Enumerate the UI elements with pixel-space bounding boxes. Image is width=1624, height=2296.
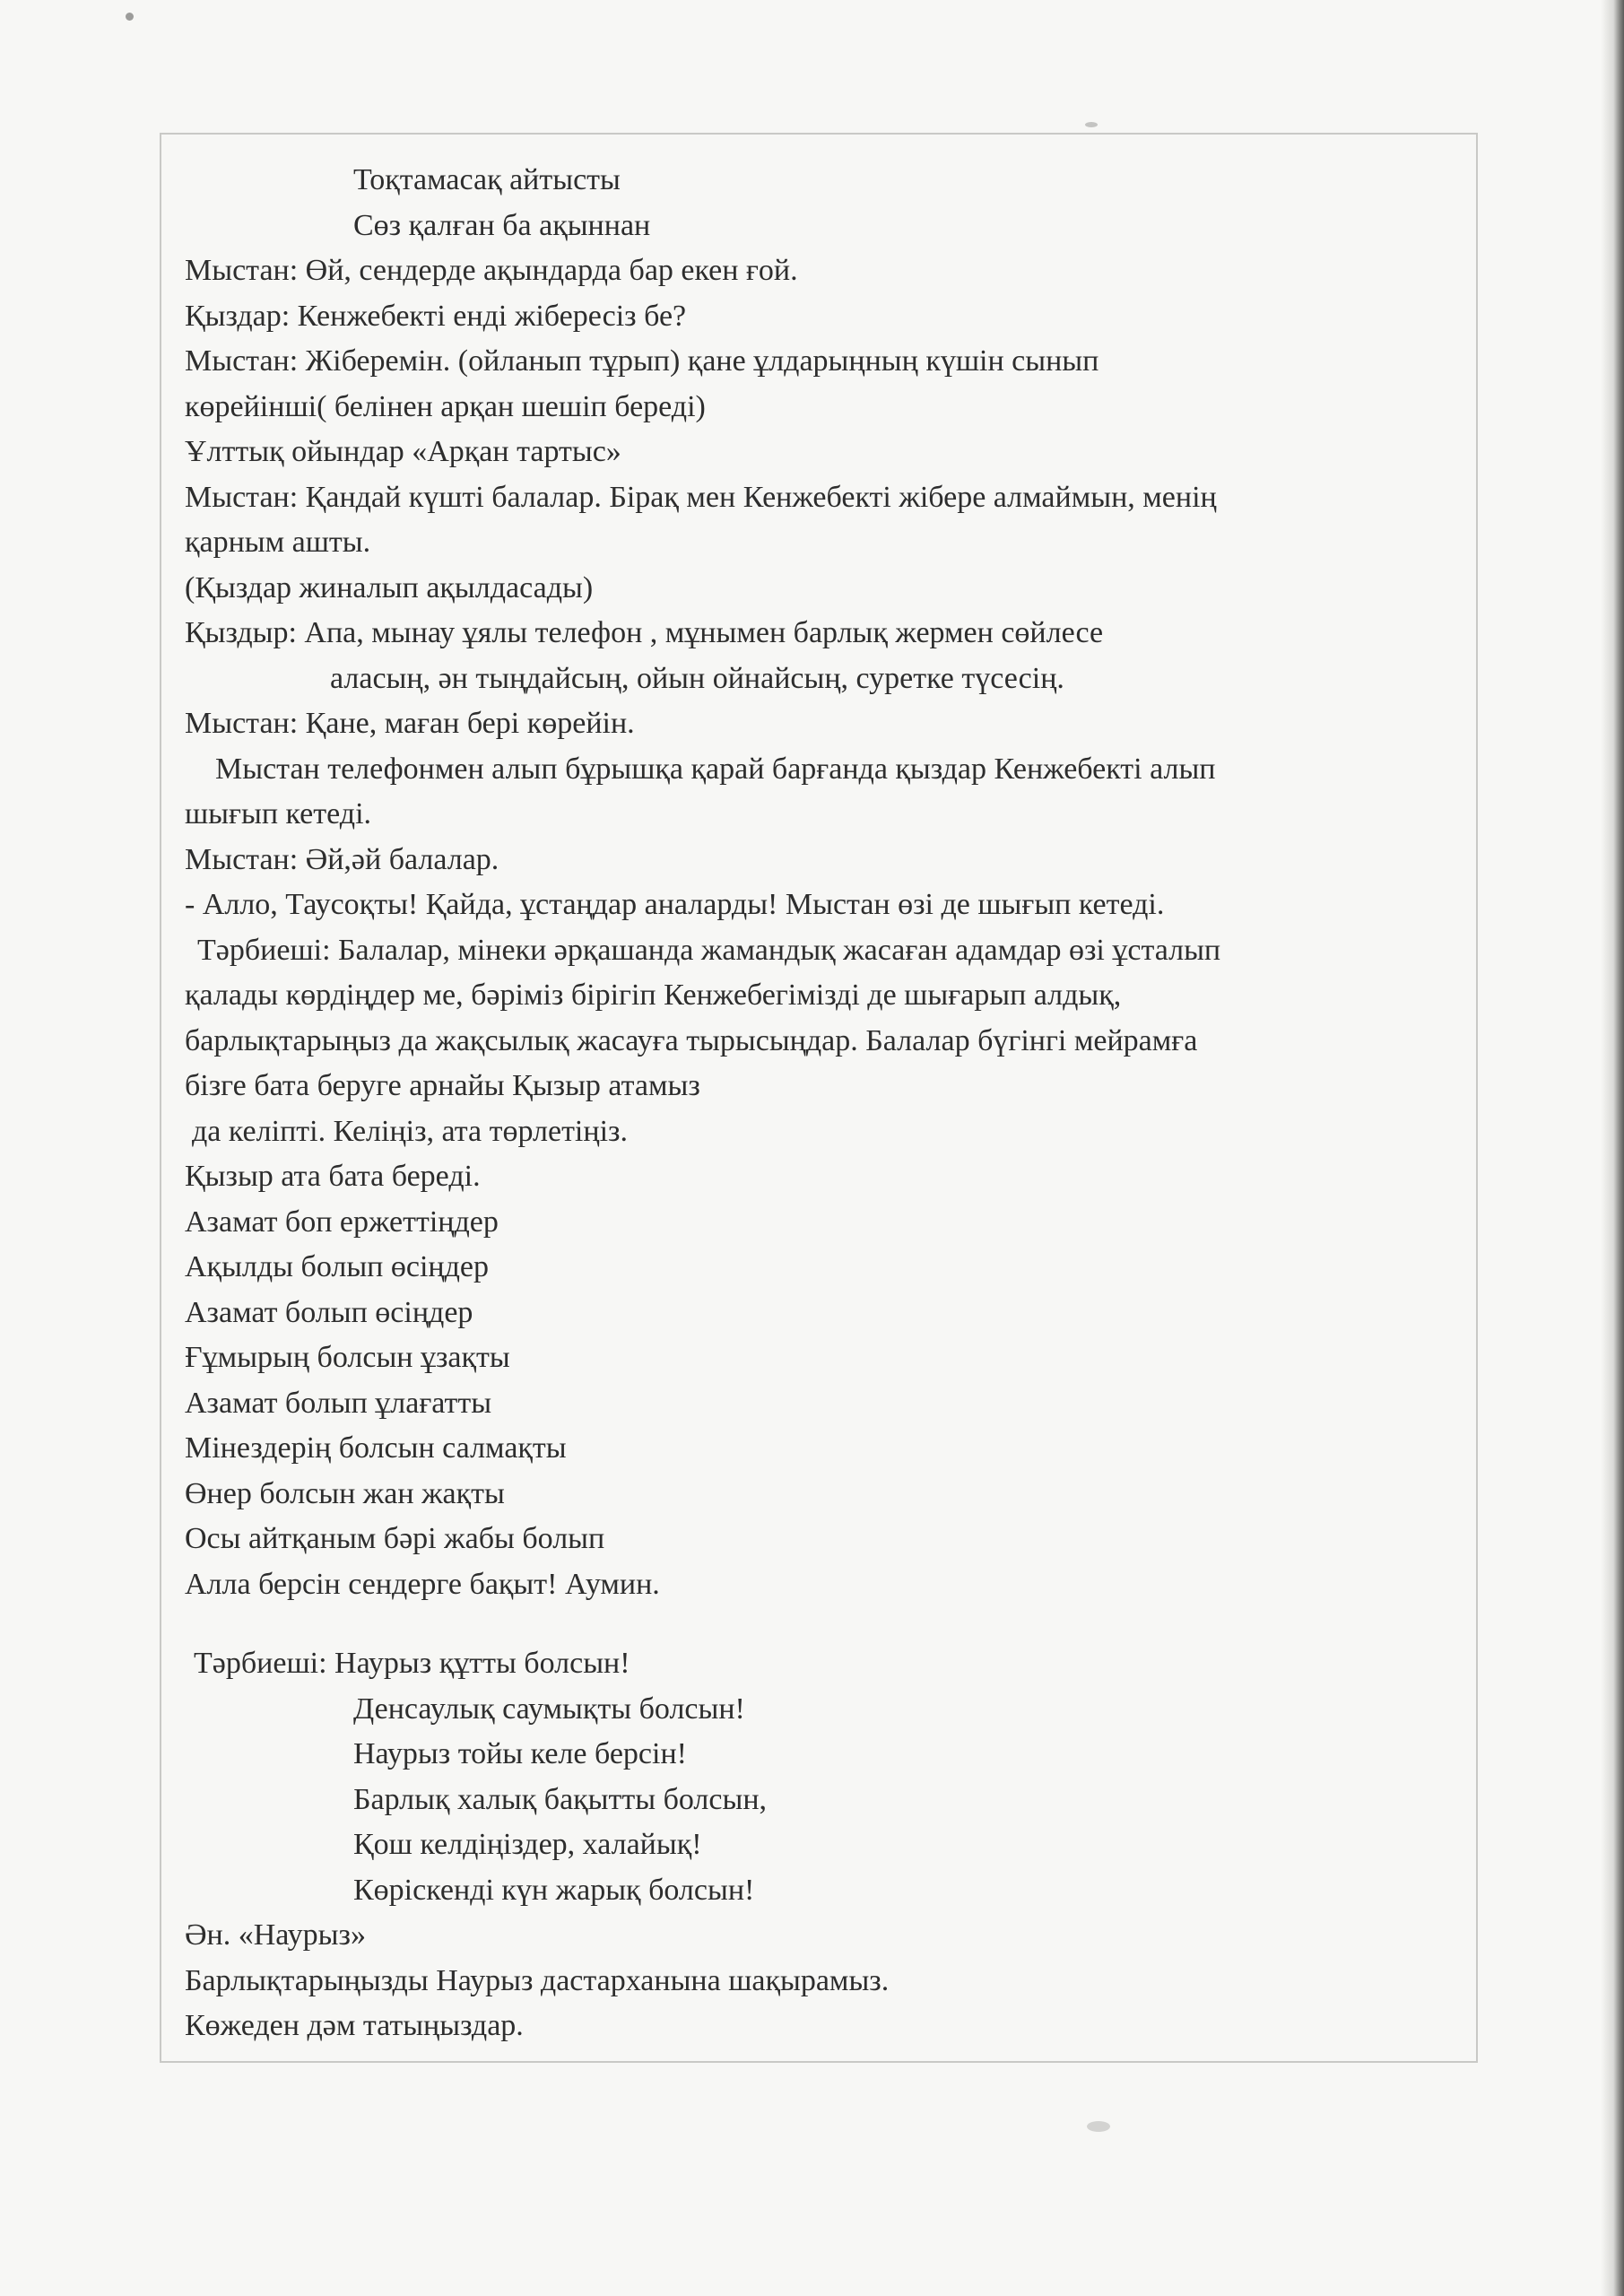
blessing-line: Өнер болсын жан жақты — [185, 1476, 505, 1510]
paragraph-gap — [185, 1607, 1458, 1641]
blessing-line: Мінездерің болсын салмақты — [185, 1431, 567, 1465]
scan-speck — [1087, 2121, 1110, 2132]
dialogue-line: Ұлттық ойындар «Арқан тартыс» — [185, 435, 621, 468]
poem-line: Сөз қалған ба ақыннан — [353, 208, 651, 242]
stage-direction: Қызыр ата бата береді. — [185, 1160, 481, 1193]
document-body — [185, 158, 1458, 2049]
scan-speck — [1085, 122, 1098, 127]
stage-direction: Мыстан телефонмен алып бұрышқа қарай барғанда қыздар Кенжебекті алып — [215, 752, 1216, 786]
dialogue-line: Мыстан: Өй, сендерде ақындарда бар екен ғой. — [185, 254, 798, 287]
dialogue-line: бізге бата беруге арнайы Қызыр атамыз — [185, 1069, 700, 1102]
dialogue-line: Көжеден дәм татыңыздар. — [185, 2009, 524, 2042]
blessing-line: Азамат болып ұлағатты — [185, 1386, 492, 1420]
dialogue-line: көрейінші( белінен арқан шешіп береді) — [185, 389, 706, 423]
dialogue-line: Қыздыр: Апа, мынау ұялы телефон , мұнымен барлық жермен сөйлесе — [185, 616, 1104, 649]
dialogue-line: Қыздар: Кенжебекті енді жібересіз бе? — [185, 299, 687, 333]
poem-line: Барлық халық бақытты болсын, — [353, 1782, 768, 1816]
dialogue-line: қарным ашты. — [185, 526, 371, 559]
poem-line: Қош келдіңіздер, халайық! — [353, 1828, 702, 1861]
poem-line: Көріскенді күн жарық болсын! — [353, 1873, 755, 1907]
stage-direction: (Қыздар жиналып ақылдасады) — [185, 570, 594, 604]
dialogue-line: аласың, ән тыңдайсың, ойын ойнайсың, суретке түсесің. — [330, 661, 1064, 695]
dialogue-line: Мыстан: Жіберемін. (ойланып тұрып) қане ұлдарыңның күшін сынып — [185, 344, 1099, 378]
blessing-line: Осы айтқаным бәрі жабы болып — [185, 1522, 605, 1555]
dialogue-line: Барлықтарыңызды Наурыз дастарханына шақырамыз. — [185, 1963, 890, 1997]
scan-speck — [126, 13, 134, 21]
poem-line: Денсаулық саумықты болсын! — [353, 1692, 745, 1726]
blessing-line: Алла берсін сендерге бақыт! Аумин. — [185, 1567, 660, 1601]
dialogue-line: Тәрбиеші: Балалар, мінеки әрқашанда жамандық жасаған адамдар өзі ұсталып — [197, 933, 1221, 967]
poem-line: Тоқтамасақ айтысты — [353, 163, 621, 196]
dialogue-line: Мыстан: Қандай күшті балалар. Бірақ мен Кенжебекті жібере алмаймын, менің — [185, 480, 1217, 514]
dialogue-line: барлықтарыңыз да жақсылық жасауға тырысыңдар. Балалар бүгінгі мейрамға — [185, 1023, 1198, 1057]
dialogue-line: Мыстан: Қане, маған бері көрейін. — [185, 707, 635, 740]
dialogue-line: қалады көрдіңдер ме, бәріміз бірігіп Кенжебегімізді де шығарып алдық, — [185, 978, 1122, 1012]
song-title: Ән. «Наурыз» — [185, 1918, 366, 1952]
poem-line: Наурыз тойы келе берсін! — [353, 1737, 687, 1770]
blessing-line: Азамат болып өсіңдер — [185, 1295, 473, 1329]
scan-edge-shadow — [1601, 0, 1624, 2296]
stage-direction: шығып кетеді. — [185, 797, 372, 831]
dialogue-line: - Алло, Таусоқты! Қайда, ұстаңдар аналарды! Мыстан өзі де шығып кетеді. — [185, 888, 1165, 921]
dialogue-line: да келіпті. Келіңіз, ата төрлетіңіз. — [192, 1114, 628, 1148]
blessing-line: Ақылды болып өсіңдер — [185, 1250, 490, 1283]
dialogue-line: Мыстан: Әй,әй балалар. — [185, 842, 499, 876]
dialogue-line: Тәрбиеші: Наурыз құтты болсын! — [194, 1647, 630, 1680]
blessing-line: Азамат боп ержеттіңдер — [185, 1205, 499, 1239]
blessing-line: Ғұмырың болсын ұзақты — [185, 1341, 510, 1374]
